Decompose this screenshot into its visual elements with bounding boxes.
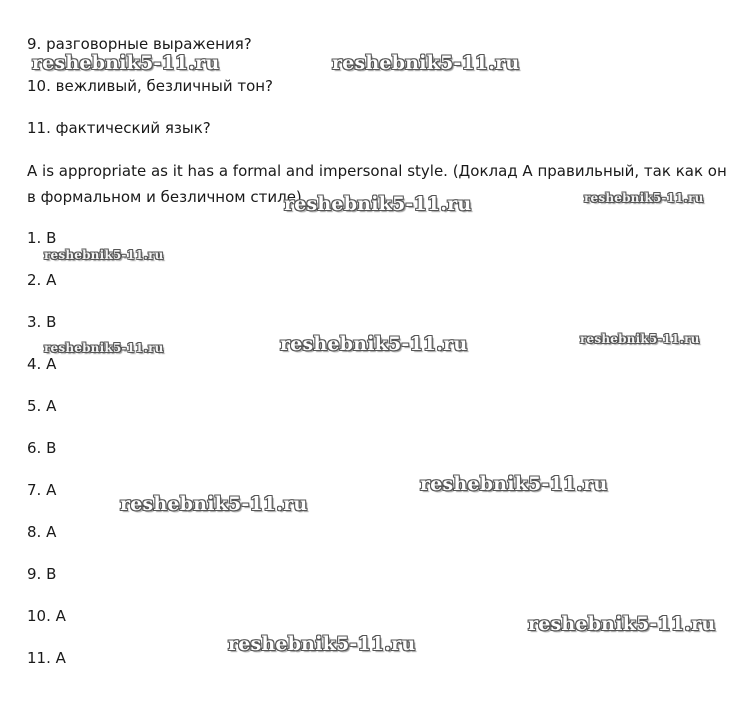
watermark: reshebnik5-11.ru — [284, 193, 472, 215]
answer-item: 4. A — [27, 355, 57, 373]
watermark: reshebnik5-11.ru — [44, 341, 164, 355]
watermark: reshebnik5-11.ru — [120, 493, 308, 515]
watermark: reshebnik5-11.ru — [280, 333, 468, 355]
answer-statement: A is appropriate as it has a formal and impersonal style. (Доклад А правильный, так как он в формальном и безличном стиле) — [27, 162, 727, 206]
answer-item: 8. A — [27, 523, 57, 541]
question-10: 10. вежливый, безличный тон? — [27, 77, 274, 95]
answer-item: 11. A — [27, 649, 66, 667]
answer-item: 7. A — [27, 481, 57, 499]
watermark: reshebnik5-11.ru — [332, 52, 520, 74]
question-9: 9. разговорные выражения? — [27, 35, 252, 53]
question-11: 11. фактический язык? — [27, 119, 211, 137]
watermark: reshebnik5-11.ru — [528, 613, 716, 635]
answer-item: 1. B — [27, 229, 57, 247]
answer-item: 2. A — [27, 271, 57, 289]
watermark: reshebnik5-11.ru — [44, 248, 164, 262]
answer-item: 10. A — [27, 607, 66, 625]
watermark: reshebnik5-11.ru — [580, 332, 700, 346]
answer-item: 9. B — [27, 565, 57, 583]
answer-item: 5. A — [27, 397, 57, 415]
watermark: reshebnik5-11.ru — [420, 473, 608, 495]
answer-item: 6. B — [27, 439, 57, 457]
watermark: reshebnik5-11.ru — [584, 191, 704, 205]
watermark: reshebnik5-11.ru — [228, 633, 416, 655]
answer-item: 3. B — [27, 313, 57, 331]
watermark: reshebnik5-11.ru — [32, 52, 220, 74]
